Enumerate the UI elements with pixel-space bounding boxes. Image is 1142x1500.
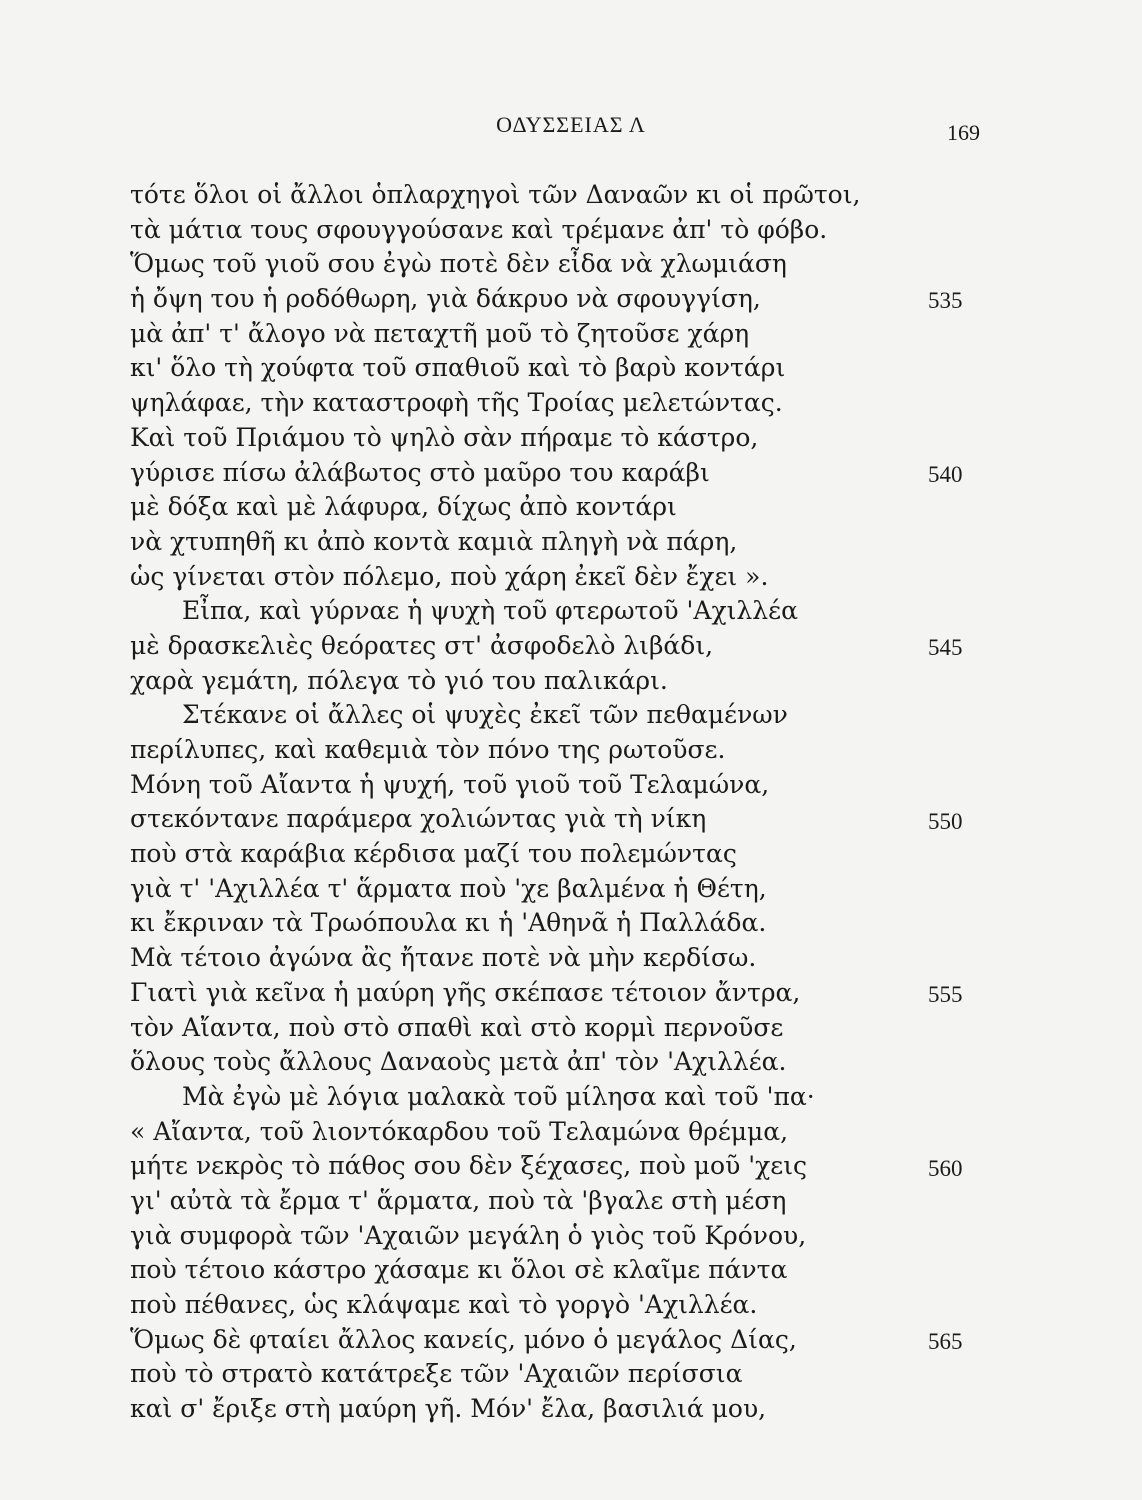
verse-line: ποὺ πέθανες, ὡς κλάψαμε καὶ τὸ γοργὸ 'Αχιλλέα. bbox=[130, 1290, 758, 1319]
verse-line: Μὰ ἐγὼ μὲ λόγια μαλακὰ τοῦ μίλησα καὶ τοῦ 'πα· bbox=[182, 1081, 815, 1111]
verse-line: μὰ ἀπ' τ' ἄλογο νὰ πεταχτῆ μοῦ τὸ ζητοῦσε χάρη bbox=[130, 318, 750, 348]
verse-line: νὰ χτυπηθῆ κι ἀπὸ κοντὰ καμιὰ πληγὴ νὰ πάρη, bbox=[130, 526, 738, 556]
verse-line: στεκόντανε παράμερα χολιώντας γιὰ τὴ νίκη bbox=[130, 804, 707, 834]
verse-line: ποὺ τὸ στρατὸ κατάτρεξε τῶν 'Αχαιῶν περίσσια bbox=[130, 1359, 743, 1389]
verse-line: ἡ ὄψη του ἡ ροδόθωρη, γιὰ δάκρυο νὰ σφουγγίση, bbox=[130, 284, 761, 314]
verse-line: ὡς γίνεται στὸν πόλεμο, ποὺ χάρη ἐκεῖ δὲν ἔχει ». bbox=[130, 561, 769, 591]
verse-line: γύρισε πίσω ἀλάβωτος στὸ μαῦρο του καράβι bbox=[130, 457, 710, 487]
line-number: 540 bbox=[928, 461, 963, 487]
verse-line: τὸν Αἴαντα, ποὺ στὸ σπαθὶ καὶ στὸ κορμὶ περνοῦσε bbox=[130, 1012, 784, 1042]
line-number: 555 bbox=[928, 982, 963, 1008]
verse-line: γιὰ συμφορὰ τῶν 'Αχαιῶν μεγάλη ὁ γιὸς τοῦ Κρόνου, bbox=[130, 1220, 807, 1250]
verse-line: Μόνη τοῦ Αἴαντα ἡ ψυχή, τοῦ γιοῦ τοῦ Τελαμώνα, bbox=[130, 769, 770, 799]
verse-line: καὶ σ' ἔριξε στὴ μαύρη γῆ. Μόν' ἔλα, βασιλιά μου, bbox=[130, 1394, 767, 1424]
verse-line: ψηλάφαε, τὴν καταστροφὴ τῆς Τροίας μελετώντας. bbox=[130, 388, 783, 418]
verse-line: ποὺ τέτοιο κάστρο χάσαμε κι ὅλοι σὲ κλαῖμε πάντα bbox=[130, 1255, 788, 1285]
line-number: 560 bbox=[928, 1155, 963, 1181]
line-number: 550 bbox=[928, 808, 963, 834]
verse-line: μὲ δρασκελιὲς θεόρατες στ' ἀσφοδελὸ λιβάδι, bbox=[130, 630, 714, 660]
verse-line: τότε ὅλοι οἱ ἄλλοι ὁπλαρχηγοὶ τῶν Δαναῶν κι οἱ πρῶτοι, bbox=[130, 180, 861, 209]
line-number: 565 bbox=[928, 1329, 963, 1355]
running-head: ΟΔΥΣΣΕΙΑΣ Λ bbox=[496, 112, 646, 137]
verse-line: χαρὰ γεμάτη, πόλεγα τὸ γιό του παλικάρι. bbox=[130, 665, 668, 695]
verse-line: κι' ὅλο τὴ χούφτα τοῦ σπαθιοῦ καὶ τὸ βαρὺ κοντάρι bbox=[130, 353, 786, 383]
verse-line: γι' αὐτὰ τὰ ἔρμα τ' ἅρματα, ποὺ τὰ 'βγαλε στὴ μέση bbox=[130, 1185, 787, 1215]
page-number: 169 bbox=[947, 120, 980, 145]
verse-line: Μὰ τέτοιο ἀγώνα ἂς ἤτανε ποτὲ νὰ μὴν κερδίσω. bbox=[130, 943, 757, 973]
verse-line: Ὅμως δὲ φταίει ἄλλος κανείς, μόνο ὁ μεγάλος Δίας, bbox=[130, 1324, 797, 1354]
verse-line: μὲ δόξα καὶ μὲ λάφυρα, δίχως ἀπὸ κοντάρι bbox=[130, 492, 677, 522]
line-number: 545 bbox=[928, 635, 963, 661]
verse-line: Γιατὶ γιὰ κεῖνα ἡ μαύρη γῆς σκέπασε τέτοιον ἄντρα, bbox=[130, 977, 801, 1007]
verse-line: κι ἔκριναν τὰ Τρωόπουλα κι ἡ 'Αθηνᾶ ἡ Παλλάδα. bbox=[130, 908, 767, 938]
verse-line: Στέκανε οἱ ἄλλες οἱ ψυχὲς ἐκεῖ τῶν πεθαμένων bbox=[182, 700, 788, 730]
verse-block bbox=[130, 178, 890, 1427]
verse-line: « Αἴαντα, τοῦ λιοντόκαρδου τοῦ Τελαμώνα θρέμμα, bbox=[130, 1116, 789, 1146]
verse-line: Καὶ τοῦ Πριάμου τὸ ψηλὸ σὰν πήραμε τὸ κάστρο, bbox=[130, 422, 759, 452]
verse-line: ποὺ στὰ καράβια κέρδισα μαζί του πολεμώντας bbox=[130, 839, 737, 869]
verse-line: γιὰ τ' 'Αχιλλέα τ' ἅρματα ποὺ 'χε βαλμένα ἡ Θέτη, bbox=[130, 873, 767, 903]
verse-line: Ὅμως τοῦ γιοῦ σου ἐγὼ ποτὲ δὲν εἶδα νὰ χλωμιάση bbox=[130, 249, 787, 279]
verse-line: περίλυπες, καὶ καθεμιὰ τὸν πόνο της ρωτοῦσε. bbox=[130, 735, 726, 764]
verse-line: τὰ μάτια τους σφουγγούσανε καὶ τρέμανε ἀπ' τὸ φόβο. bbox=[130, 214, 828, 244]
verse-line: Εἶπα, καὶ γύρναε ἡ ψυχὴ τοῦ φτερωτοῦ 'Αχιλλέα bbox=[182, 596, 798, 626]
verse-line: ὅλους τοὺς ἄλλους Δαναοὺς μετὰ ἀπ' τὸν 'Αχιλλέα. bbox=[130, 1047, 787, 1077]
verse-line: μήτε νεκρὸς τὸ πάθος σου δὲν ξέχασες, ποὺ μοῦ 'χεις bbox=[130, 1151, 808, 1181]
line-number: 535 bbox=[928, 288, 963, 314]
